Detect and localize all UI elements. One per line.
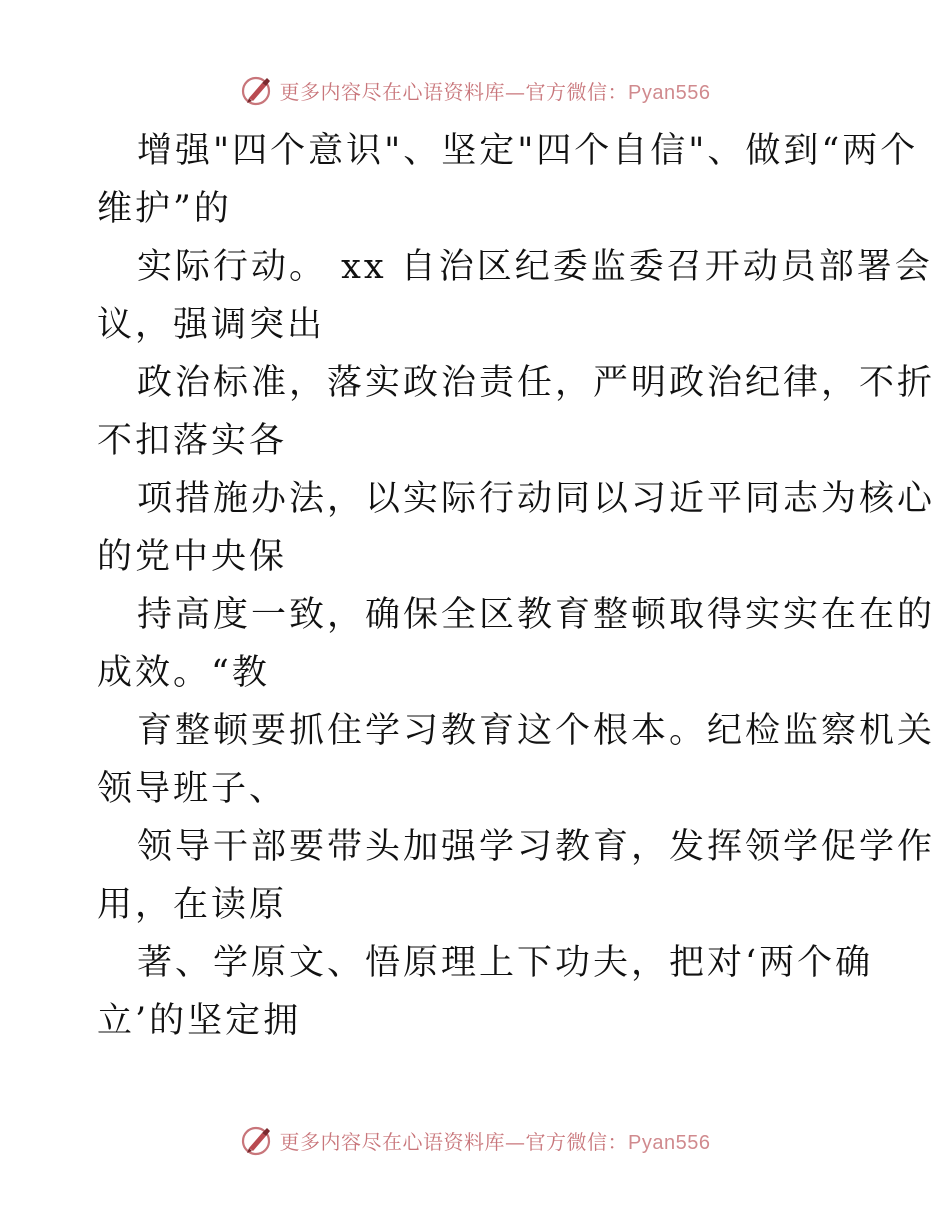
body-line: 项措施办法，以实际行动同以习近平同志为核心 <box>137 479 936 519</box>
body-line: 的党中央保 <box>97 537 288 577</box>
document-body <box>97 122 936 1050</box>
watermark-text: 更多内容尽在心语资料库—官方微信：Pyan556 <box>279 79 711 104</box>
pen-logo-icon <box>240 1123 274 1157</box>
body-line: 领导干部要带头加强学习教育，发挥领学促学作 <box>137 827 936 867</box>
body-line: 著、学原文、悟原理上下功夫，把对‘两个确 <box>137 943 874 983</box>
pen-logo-icon <box>240 73 274 107</box>
header-watermark <box>0 70 950 110</box>
body-line: 增强"四个意识"、坚定"四个自信"、做到“两个 <box>137 131 919 171</box>
body-line: 领导班子、 <box>97 769 288 809</box>
body-line: 成效。“教 <box>97 653 270 693</box>
body-line: 不扣落实各 <box>97 421 288 461</box>
body-line: 持高度一致，确保全区教育整顿取得实实在在的 <box>137 595 936 635</box>
body-line: 育整顿要抓住学习教育这个根本。纪检监察机关 <box>137 711 936 751</box>
watermark-handle: Pyan556 <box>628 1131 711 1154</box>
body-line: 政治标准，落实政治责任，严明政治纪律，不折 <box>137 363 936 403</box>
footer-watermark <box>0 1120 950 1160</box>
watermark-handle: Pyan556 <box>628 81 711 104</box>
body-line: 维护”的 <box>97 189 232 229</box>
body-line: 议，强调突出 <box>97 305 326 345</box>
body-line: 用，在读原 <box>97 885 288 925</box>
body-line: 实际行动。 xx 自治区纪委监委召开动员部署会 <box>137 247 933 287</box>
body-line: 立’的坚定拥 <box>97 1001 302 1041</box>
watermark-text: 更多内容尽在心语资料库—官方微信：Pyan556 <box>279 1129 711 1154</box>
